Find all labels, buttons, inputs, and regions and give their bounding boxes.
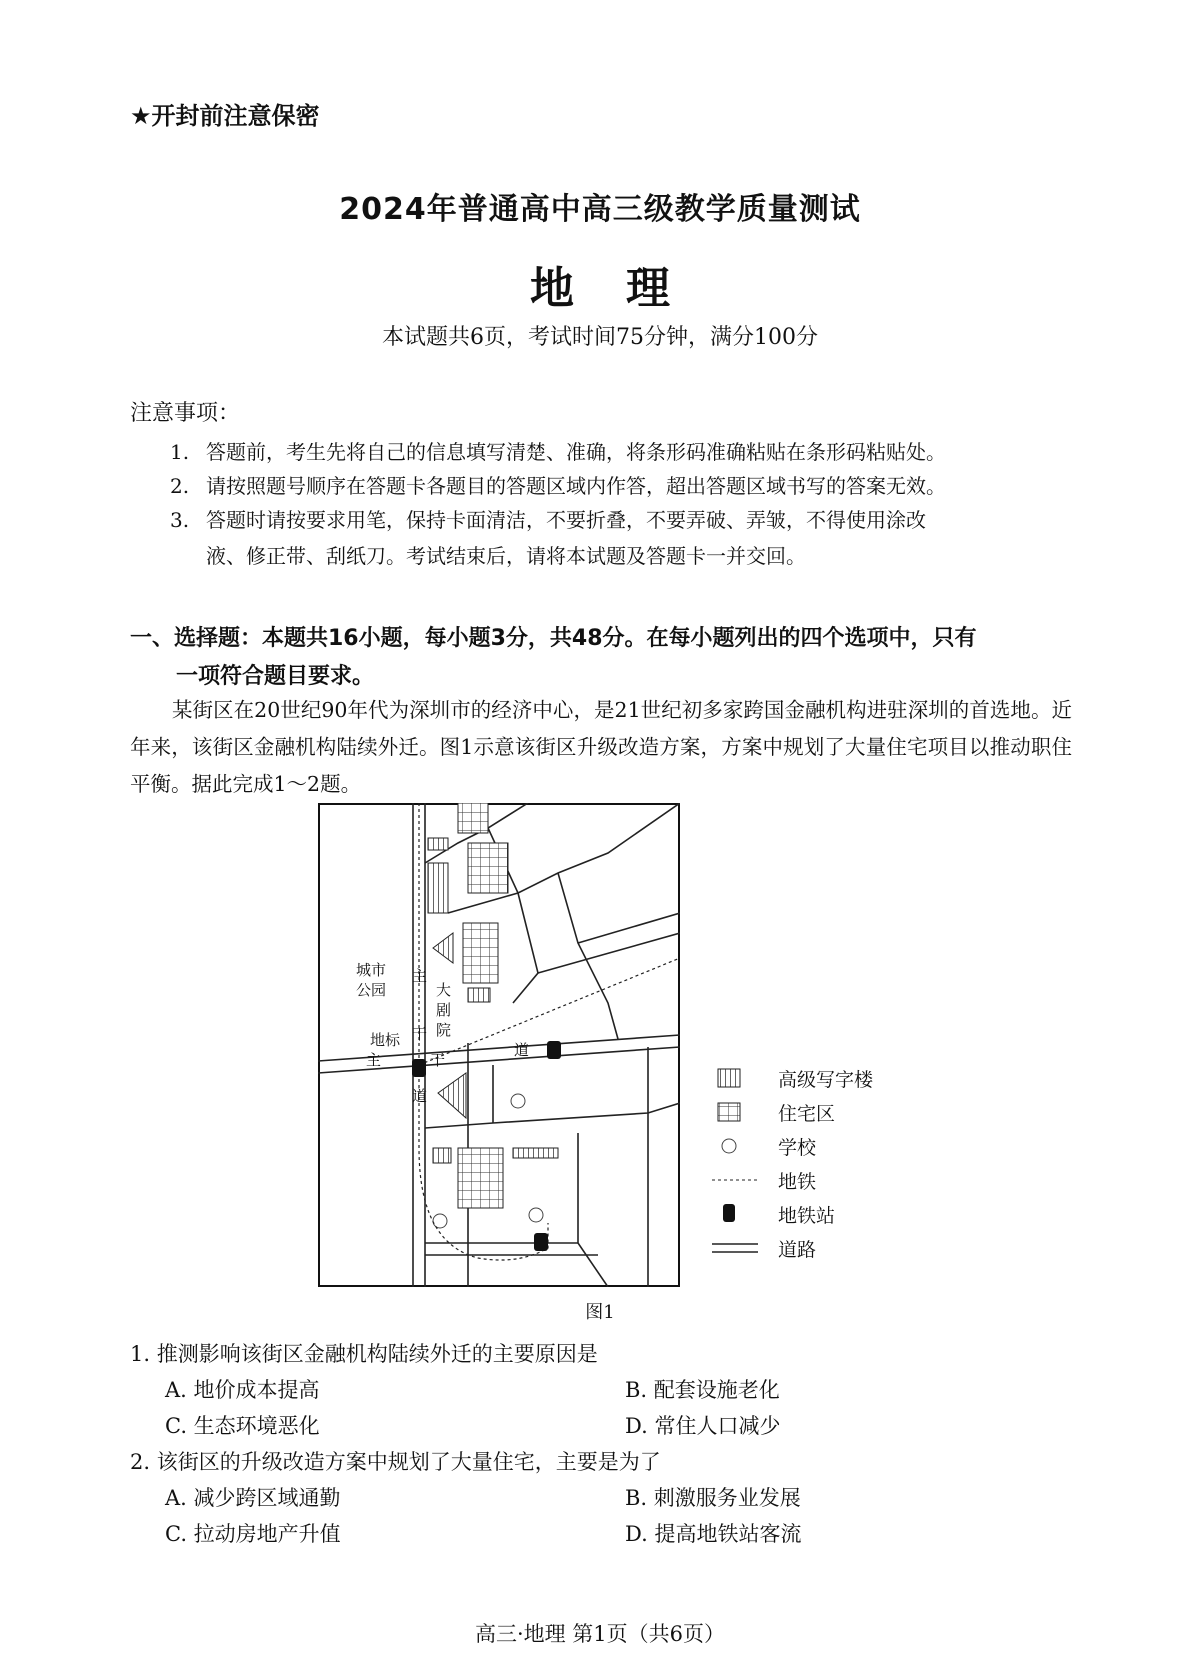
section-heading: 一、选择题：本题共16小题，每小题3分，共48分。在每小题列出的四个选项中，只有 一项符合题目要求。: [130, 626, 977, 689]
office-block: [428, 838, 448, 850]
office-block: [428, 863, 448, 913]
option-d[interactable]: D. 常住人口减少: [625, 1414, 781, 1438]
legend-item: 高级写字楼: [710, 1063, 930, 1093]
theatre-label: 剧: [436, 1002, 452, 1019]
notice-item: 3. 答题时请按要求用笔，保持卡面清洁，不要折叠，不要弄破、弄皱，不得使用涂改 液、修正带、刮纸刀。考试结束后，请将本试题及答题卡一并交回。: [170, 508, 926, 568]
park-label: 公园: [356, 982, 387, 999]
option-a[interactable]: A. 减少跨区域通勤: [165, 1486, 341, 1510]
notice-item: 2. 请按照题号顺序在答题卡各题目的答题区域内作答，超出答题区域书写的答案无效。: [170, 474, 946, 498]
question-stem: 2. 该街区的升级改造方案中规划了大量住宅，主要是为了: [130, 1450, 661, 1474]
legend-item: 道路: [710, 1233, 930, 1263]
notice-item: 1. 答题前，考生先将自己的信息填写清楚、准确，将条形码准确粘贴在条形码粘贴处。: [170, 440, 946, 464]
legend-item: 地铁站: [710, 1199, 930, 1229]
office-block: [468, 988, 490, 1002]
residential-block: [468, 843, 508, 893]
landmark-label: 地标: [370, 1032, 401, 1049]
option-b[interactable]: B. 配套设施老化: [625, 1378, 780, 1402]
confidential-notice: ★开封前注意保密: [130, 102, 320, 130]
main-road-label: 干: [412, 1026, 428, 1043]
notice-heading: 注意事项：: [130, 401, 241, 426]
main-road-label: 主: [412, 968, 428, 985]
figure-caption: 图1: [585, 1302, 615, 1323]
residential-block: [458, 1148, 503, 1208]
option-c[interactable]: C. 拉动房地产升值: [165, 1522, 341, 1546]
main-road-label: 主: [366, 1052, 382, 1069]
theatre-label: 院: [436, 1022, 452, 1039]
office-block: [513, 1148, 558, 1158]
street-map-figure: [318, 803, 680, 1287]
page-footer: 高三·地理 第1页（共6页）: [474, 1622, 726, 1646]
metro-station-icon: [412, 1059, 426, 1077]
main-road-label: 道: [514, 1042, 530, 1059]
metro-station-icon: [547, 1041, 561, 1059]
metro-station-icon: [534, 1233, 548, 1251]
office-block: [433, 1148, 451, 1163]
question-stem: 1. 推测影响该街区金融机构陆续外迁的主要原因是: [130, 1342, 598, 1366]
subject-title: 地理: [530, 263, 722, 314]
office-hatch-icon: [710, 1063, 760, 1093]
main-road-label: 道: [412, 1088, 428, 1105]
residential-block: [463, 923, 498, 983]
exam-title: 2024年普通高中高三级教学质量测试: [339, 192, 861, 227]
legend-item: 地铁: [710, 1165, 930, 1195]
main-road-label: 干: [430, 1052, 446, 1069]
residential-block: [458, 803, 488, 833]
park-label: 城市: [356, 962, 387, 979]
road-double-line-icon: [710, 1233, 760, 1263]
option-a[interactable]: A. 地价成本提高: [165, 1378, 320, 1402]
metro-line-icon: [710, 1165, 760, 1195]
exam-info: 本试题共6页，考试时间75分钟，满分100分: [382, 325, 818, 350]
passage: 某街区在20世纪90年代为深圳市的经济中心，是21世纪初多家跨国金融机构进驻深圳的首选地。近年来，该街区金融机构陆续外迁。图1示意该街区升级改造方案，方案中规划了大量住宅项目以推动职住平衡。据此完成1～2题。: [130, 698, 1072, 796]
legend-item: 住宅区: [710, 1097, 930, 1127]
metro-station-icon: [710, 1199, 760, 1229]
option-c[interactable]: C. 生态环境恶化: [165, 1414, 320, 1438]
school-symbol-icon: [710, 1131, 760, 1161]
residential-grid-icon: [710, 1097, 760, 1127]
legend-item: 学校: [710, 1131, 930, 1161]
option-b[interactable]: B. 刺激服务业发展: [625, 1486, 801, 1510]
option-d[interactable]: D. 提高地铁站客流: [625, 1522, 802, 1546]
theatre-label: 大: [436, 982, 452, 999]
